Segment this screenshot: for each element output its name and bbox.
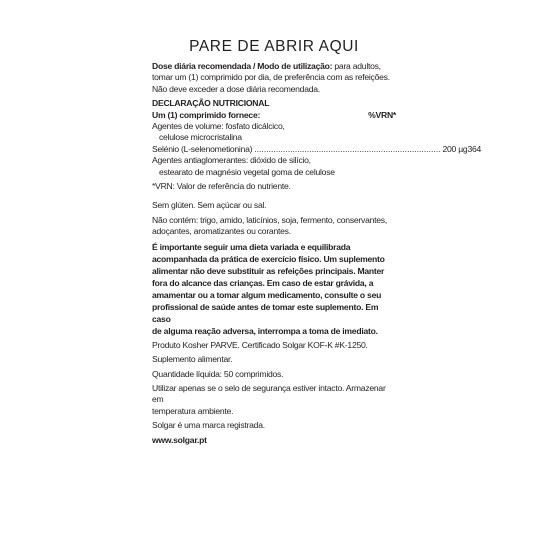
warning-line: fora do alcance das crianças. Em caso de estar grávida, a — [152, 277, 374, 288]
selenium-row — [152, 143, 482, 155]
website-text: www.solgar.pt — [152, 434, 207, 445]
seal-line-1: Utilizar apenas se o selo de segurança estiver intacto. Armazenar em — [152, 382, 386, 405]
bulking-agents-line-2: celulose microcristalina — [159, 132, 242, 143]
nutrition-heading: DECLARAÇÃO NUTRICIONAL — [152, 98, 270, 109]
anticaking-line-2: estearato de magnésio vegetal goma de celulose — [159, 166, 335, 177]
selenium-vrn: 364 — [467, 143, 482, 154]
warning-line: de alguma reação adversa, interrompa a toma de imediato. — [152, 325, 378, 336]
selenium-amount: 200 µg — [442, 143, 468, 154]
not-contain-line-2: adoçantes, aromatizantes ou corantes. — [152, 226, 291, 237]
label-title: PARE DE ABRIR AQUI — [189, 38, 359, 55]
quantity-text: Quantidade líquida: 50 comprimidos. — [152, 368, 284, 379]
not-contain-line-1: Não contém: trigo, amido, laticínios, soja, fermento, conservantes, — [152, 214, 387, 225]
nutrition-header-row — [152, 110, 396, 121]
dose-line-1 — [152, 61, 396, 72]
warning-block — [152, 241, 396, 337]
warning-line: alimentar não deve substituir as refeições principais. Manter — [152, 265, 385, 276]
warning-line: profissional de saúde antes de tomar este suplemento. Em caso — [152, 301, 379, 324]
vrn-header: %VRN* — [368, 109, 396, 120]
dose-heading: Dose diária recomendada / Modo de utilização: — [152, 61, 333, 71]
anticaking-line-1: Agentes antiaglomerantes: dióxido de silício, — [152, 155, 311, 166]
warning-line: acompanhada da prática de exercício físico. Um suplemento — [152, 253, 385, 264]
dose-text-1: para adultos, — [332, 61, 381, 71]
warning-line: amamentar ou a tomar algum medicamento, consulte o seu — [152, 289, 382, 300]
trademark-text: Solgar é uma marca registrada. — [152, 420, 265, 431]
selenium-dots: .............................................................................. — [254, 143, 441, 154]
warning-line: É importante seguir uma dieta variada e equilibrada — [152, 241, 351, 252]
kosher-text: Produto Kosher PARVE. Certificado Solgar KOF-K #K-1250. — [152, 339, 368, 350]
selenium-name: Selénio (L-selenometionina) — [152, 143, 253, 154]
supplement-label — [152, 38, 482, 446]
vrn-note: *VRN: Valor de referência do nutriente. — [152, 181, 291, 192]
dose-line-2: tomar um (1) comprimido por dia, de preferência com as refeições. — [152, 72, 390, 83]
seal-line-2: temperatura ambiente. — [152, 405, 234, 416]
bulking-agents-line-1: Agentes de volume: fosfato dicálcico, — [152, 121, 285, 132]
dose-line-3: Não deve exceder a dose diária recomendada. — [152, 83, 320, 94]
supplement-text: Suplemento alimentar. — [152, 354, 233, 365]
free-from-text: Sem glúten. Sem açúcar ou sal. — [152, 200, 267, 211]
per-unit-label: Um (1) comprimido fornece: — [152, 109, 261, 120]
